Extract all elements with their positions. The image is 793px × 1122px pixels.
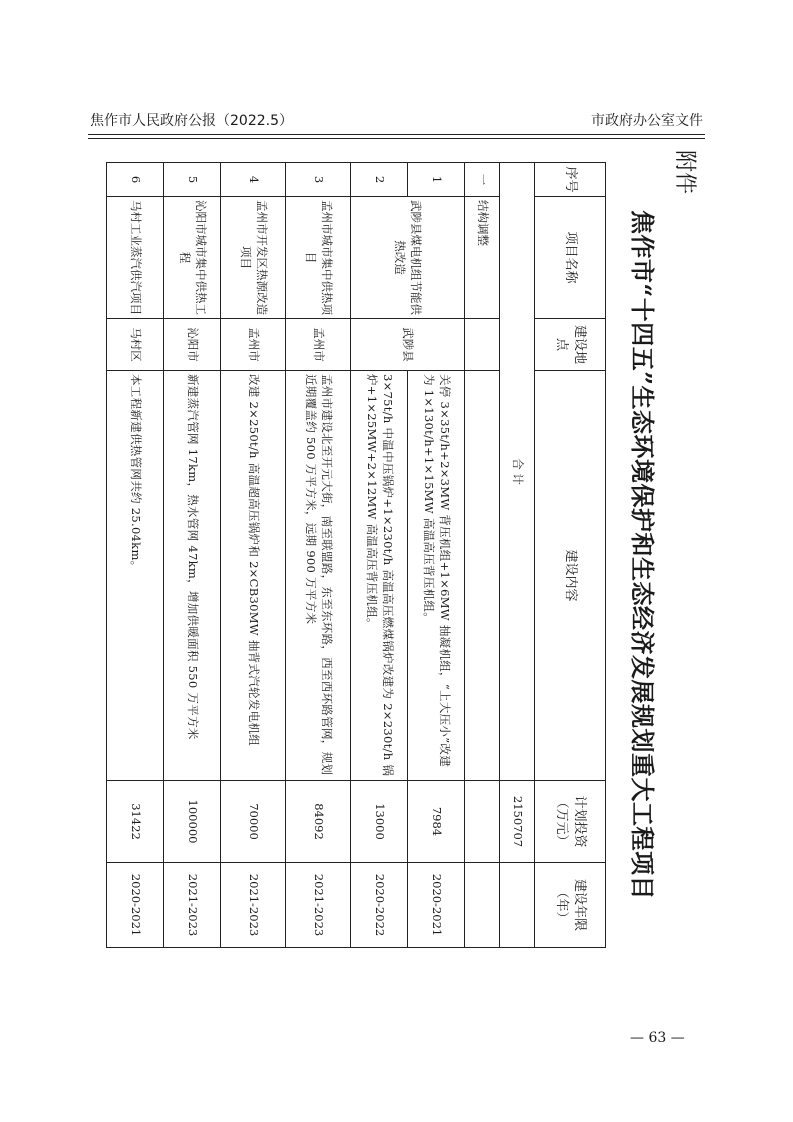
row-location: 马村区 bbox=[107, 319, 164, 371]
row-name: 孟州市开发区热源改造项目 bbox=[221, 197, 286, 319]
row-name: 沁阳市城市集中供热工程 bbox=[164, 197, 221, 319]
section-name: 结构调整 bbox=[465, 197, 500, 319]
row-no: 1 bbox=[408, 163, 465, 197]
row-no: 5 bbox=[164, 163, 221, 197]
table-row-total bbox=[500, 163, 535, 948]
row-period: 2020-2021 bbox=[408, 863, 465, 948]
row-content: 3×75t/h 中温中压锅炉+1×230t/h 高温高压燃煤锅炉改建为 2×230t/h 锅炉+1×25MW+2×12MW 高温高压背压机组。 bbox=[351, 371, 408, 781]
header-rule bbox=[88, 134, 705, 135]
row-content: 改建 2×250t/h 高温超高压锅炉和 2×CB30MW 抽背式汽轮发电机组 bbox=[221, 371, 286, 781]
table-row-section bbox=[465, 163, 500, 948]
row-investment: 31422 bbox=[107, 781, 164, 863]
row-no: 2 bbox=[351, 163, 408, 197]
header-no: 序号 bbox=[535, 163, 606, 197]
row-investment: 70000 bbox=[221, 781, 286, 863]
row-name: 马村工业蒸汽供汽项目 bbox=[107, 197, 164, 319]
annex-label: 附件 bbox=[672, 150, 697, 195]
row-location: 孟州市 bbox=[286, 319, 351, 371]
total-investment: 2150707 bbox=[500, 781, 535, 863]
table-header-row bbox=[535, 163, 606, 948]
row-no: 6 bbox=[107, 163, 164, 197]
header-department: 市政府办公室文件 bbox=[591, 113, 703, 129]
row-period: 2020-2021 bbox=[107, 863, 164, 948]
table-row bbox=[408, 163, 465, 948]
row-content: 新建蒸汽管网 17km，热水管网 47km，增加供暖面积 550 万平方米 bbox=[164, 371, 221, 781]
table-row bbox=[286, 163, 351, 948]
total-period bbox=[500, 863, 535, 948]
row-name: 武陟县煤电机组节能供热改造 bbox=[351, 197, 465, 319]
header-period: 建设年限（年） bbox=[535, 863, 606, 948]
page-number: — 63 — bbox=[630, 1030, 685, 1046]
row-content: 孟州市建设北至开元大街，南至联盟路，东至东环路，西至西环路管网，规划近期覆盖约 500 万平方米，远期 900 万平方米 bbox=[286, 371, 351, 781]
row-period: 2021-2023 bbox=[164, 863, 221, 948]
header-name: 项目名称 bbox=[535, 197, 606, 319]
total-label: 合 计 bbox=[500, 163, 535, 781]
page-title: 焦作市“十四五”生态环境保护和生态经济发展规划重大工程项目 bbox=[628, 209, 657, 901]
row-investment: 100000 bbox=[164, 781, 221, 863]
table-row bbox=[164, 163, 221, 948]
row-investment: 7984 bbox=[408, 781, 465, 863]
table-row bbox=[107, 163, 164, 948]
row-content: 本工程新建供热管网共约 25.04km。 bbox=[107, 371, 164, 781]
header-rule-thin bbox=[88, 138, 705, 139]
projects-table bbox=[106, 162, 606, 948]
rotated-annex-sheet bbox=[100, 150, 710, 960]
row-investment: 13000 bbox=[351, 781, 408, 863]
row-location: 沁阳市 bbox=[164, 319, 221, 371]
header-investment: 计划投资（万元） bbox=[535, 781, 606, 863]
row-no: 3 bbox=[286, 163, 351, 197]
row-investment: 84092 bbox=[286, 781, 351, 863]
row-location: 武陟县 bbox=[351, 319, 465, 371]
row-period: 2020-2022 bbox=[351, 863, 408, 948]
header-publication: 焦作市人民政府公报（2022.5） bbox=[90, 113, 293, 129]
row-location: 孟州市 bbox=[221, 319, 286, 371]
header-content: 建设内容 bbox=[535, 371, 606, 781]
row-period: 2021-2023 bbox=[286, 863, 351, 948]
row-content: 关停 3×35t/h+2×3MW 背压机组+1×6MW 抽凝机组，“上大压小”改建为 1×130t/h+1×15MW 高温高压背压机组。 bbox=[408, 371, 465, 781]
row-period: 2021-2023 bbox=[221, 863, 286, 948]
section-no: 一 bbox=[465, 163, 500, 197]
table-row bbox=[221, 163, 286, 948]
row-name: 孟州市城市集中供热项目 bbox=[286, 197, 351, 319]
row-no: 4 bbox=[221, 163, 286, 197]
header-location: 建设地点 bbox=[535, 319, 606, 371]
